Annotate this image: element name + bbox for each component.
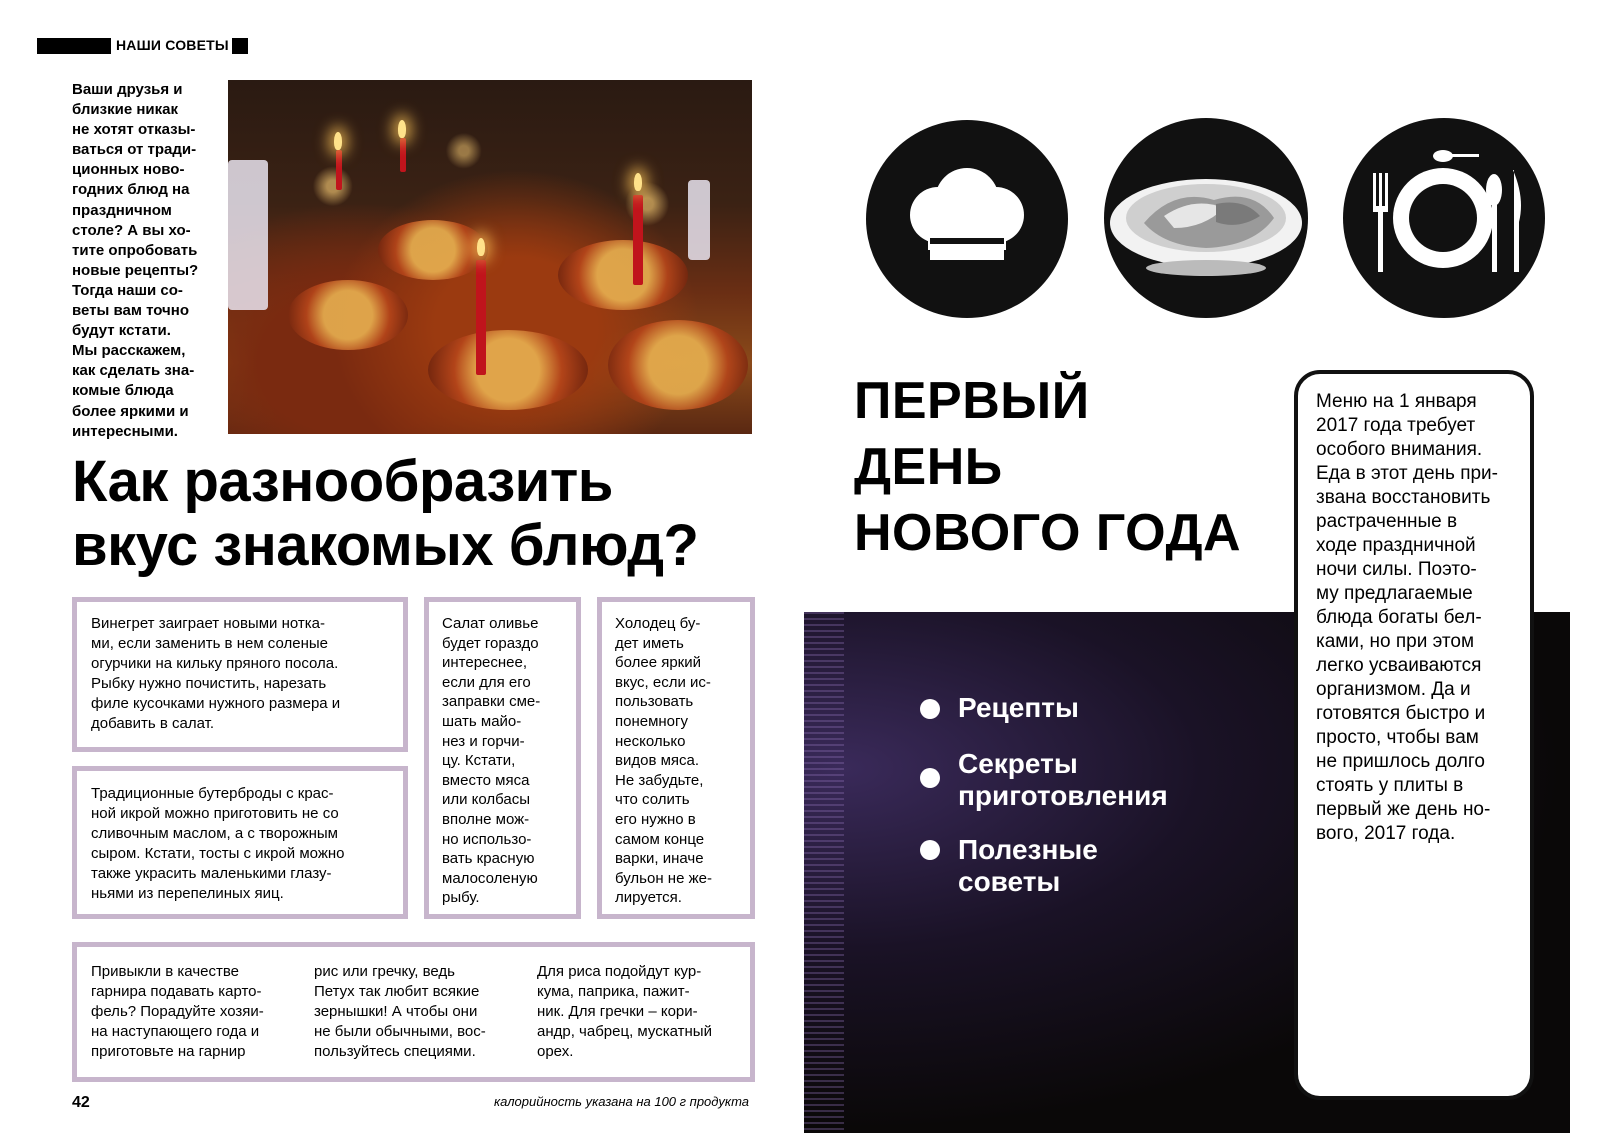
headline-line: Как разнообразить — [72, 449, 613, 514]
card-line: просто, чтобы вам — [1316, 727, 1479, 748]
tip-line: сливочным маслом, а с творожным — [91, 825, 338, 842]
card-line: растраченные в — [1316, 511, 1458, 532]
tip-line: или колбасы — [442, 791, 531, 809]
dish-icon — [1104, 118, 1308, 318]
article-headline — [72, 450, 698, 578]
card-line: организмом. Да и — [1316, 679, 1471, 700]
calorie-footnote: калорийность указана на 100 г продукта — [494, 1094, 750, 1109]
tip-line: Привыкли в качестве — [91, 963, 239, 980]
intro-line: будут кстати. — [72, 322, 171, 340]
tip-line: бульон не же- — [615, 869, 712, 887]
card-line: не пришлось долго — [1316, 751, 1485, 772]
tip-box-aspic — [597, 597, 755, 919]
dish — [428, 330, 588, 410]
tip-line: сыром. Кстати, тосты с икрой можно — [91, 845, 345, 862]
bullet-text — [958, 692, 1079, 724]
tip-text — [442, 614, 540, 908]
tip-line: но использо- — [442, 830, 532, 848]
title-line: ДЕНЬ — [854, 438, 1003, 496]
card-line: первый же день но- — [1316, 799, 1491, 820]
tip-line: Для риса подойдут кур- — [537, 963, 702, 980]
card-line: звана восстановить — [1316, 487, 1491, 508]
tip-line: будет гораздо — [442, 634, 539, 652]
candle-flame — [634, 173, 642, 191]
tip-box-olivier — [424, 597, 581, 919]
tip-line: также украсить маленькими глазу- — [91, 865, 332, 882]
headline-line: вкус знакомых блюд? — [72, 513, 699, 578]
bullet-recipes — [920, 692, 1079, 724]
candle — [400, 138, 406, 172]
card-line: 2017 года требует — [1316, 415, 1476, 436]
menu-info-text — [1316, 390, 1526, 846]
tip-line: добавить в салат. — [91, 715, 215, 732]
tip-line: интереснее, — [442, 654, 528, 672]
tip-line: Салат оливье — [442, 615, 539, 632]
bullet-useful-tips — [920, 834, 1098, 898]
tip-line: Не забудьте, — [615, 771, 704, 789]
title-line: НОВОГО ГОДА — [854, 504, 1242, 562]
dish — [288, 280, 408, 350]
tip-line: андр, чабрец, мускатный — [537, 1023, 712, 1040]
tip-line: малосоленую — [442, 869, 538, 887]
dish — [378, 220, 488, 280]
section-label: НАШИ СОВЕТЫ — [116, 37, 229, 53]
tip-text — [91, 614, 340, 734]
card-line: стоять у плиты в — [1316, 775, 1464, 796]
tip-line: заправки сме- — [442, 693, 541, 711]
intro-line: комые блюда — [72, 382, 174, 400]
tip-text — [615, 614, 712, 908]
intro-line: Мы расскажем, — [72, 342, 186, 360]
tip-line: Винегрет заиграет новыми нотка- — [91, 615, 325, 632]
bullet-line: советы — [958, 866, 1061, 897]
festive-table-photo — [228, 80, 752, 434]
tip-column-2 — [314, 962, 486, 1062]
tip-line: филе кусочками нужного размера и — [91, 695, 341, 712]
tip-line: видов мяса. — [615, 752, 700, 770]
bullet-dot — [920, 699, 940, 719]
intro-text — [72, 80, 222, 442]
card-line: вого, 2017 года. — [1316, 823, 1456, 844]
tip-line: гарнира подавать карто- — [91, 983, 262, 1000]
tip-box-vinegret — [72, 597, 408, 752]
napkin — [688, 180, 710, 260]
tip-line: более яркий — [615, 654, 701, 672]
intro-line: интересными. — [72, 422, 178, 440]
page-number: 42 — [72, 1094, 90, 1111]
tip-line: рыбу. — [442, 889, 480, 907]
intro-line: Тогда наши со- — [72, 281, 183, 299]
intro-line: не хотят отказы- — [72, 121, 196, 139]
tip-line: самом конце — [615, 830, 705, 848]
card-line: Еда в этот день при- — [1316, 463, 1498, 484]
tip-line: зернышки! А чтобы они — [314, 1003, 478, 1020]
tip-line: что солить — [615, 791, 690, 809]
bullet-line: приготовления — [958, 780, 1168, 811]
dish — [608, 320, 748, 410]
card-line: му предлагаемые — [1316, 583, 1473, 604]
card-line: Меню на 1 января — [1316, 391, 1477, 412]
tip-line: если для его — [442, 673, 531, 691]
section-title — [854, 368, 1241, 566]
bullet-dot — [920, 840, 940, 860]
intro-line: близкие никак — [72, 101, 178, 119]
tip-line: вкус, если ис- — [615, 673, 711, 691]
tip-box-sandwiches — [72, 766, 408, 919]
bullet-text — [958, 834, 1098, 898]
tip-line: огурчики на кильку пряного посола. — [91, 655, 339, 672]
tip-line: ной икрой можно приготовить не со — [91, 805, 339, 822]
candle-flame — [477, 238, 485, 256]
intro-line: ционных ново- — [72, 161, 185, 179]
tip-line: не были обычными, вос- — [314, 1023, 486, 1040]
intro-line: Ваши друзья и — [72, 81, 183, 98]
tip-line: ньями из перепелиных яиц. — [91, 885, 284, 902]
tip-text — [91, 784, 345, 904]
card-line: блюда богаты бел- — [1316, 607, 1482, 628]
tip-line: пользуйтесь специями. — [314, 1043, 476, 1060]
intro-line: праздничном — [72, 201, 172, 219]
tip-line: нез и горчи- — [442, 732, 525, 750]
bullet-dot — [920, 768, 940, 788]
tip-line: варки, иначе — [615, 850, 704, 868]
tip-column-3 — [537, 962, 712, 1062]
tip-line: вать красную — [442, 850, 535, 868]
tip-line: дет иметь — [615, 634, 684, 652]
intro-line: тите опробовать — [72, 241, 198, 259]
tip-line: пользовать — [615, 693, 694, 711]
tip-box-side-dish — [72, 942, 755, 1082]
candle — [633, 195, 643, 285]
candle-flame — [334, 132, 342, 150]
card-line: ками, но при этом — [1316, 631, 1475, 652]
tip-line: орех. — [537, 1043, 574, 1060]
panel-texture — [804, 612, 844, 1133]
title-line: ПЕРВЫЙ — [854, 372, 1090, 430]
candle-flame — [398, 120, 406, 138]
plate-cutlery-icon — [1343, 118, 1545, 318]
intro-line: столе? А вы хо- — [72, 221, 191, 239]
card-line: легко усваиваются — [1316, 655, 1482, 676]
section-marker-square — [232, 38, 248, 54]
intro-line: новые рецепты? — [72, 261, 199, 279]
tip-line: шать майо- — [442, 712, 522, 730]
tip-line: на наступающего года и — [91, 1023, 260, 1040]
card-line: готовятся быстро и — [1316, 703, 1486, 724]
tip-line: ми, если заменить в нем соленые — [91, 635, 328, 652]
tip-line: вместо мяса — [442, 771, 530, 789]
tip-line: рис или гречку, ведь — [314, 963, 455, 980]
card-line: ходе праздничной — [1316, 535, 1476, 556]
tip-column-1 — [91, 962, 264, 1062]
napkin — [228, 160, 268, 310]
tip-line: вполне мож- — [442, 810, 530, 828]
tip-line: его нужно в — [615, 810, 696, 828]
chef-hat-icon — [866, 120, 1068, 318]
intro-line: годних блюд на — [72, 181, 190, 199]
card-line: особого внимания. — [1316, 439, 1483, 460]
candle — [476, 260, 486, 375]
section-marker-bar — [37, 38, 111, 54]
bullet-text — [958, 748, 1168, 812]
bullet-line: Рецепты — [958, 692, 1079, 723]
bullet-line: Секреты — [958, 748, 1078, 779]
tip-line: несколько — [615, 732, 686, 750]
intro-line: как сделать зна- — [72, 362, 195, 380]
tip-line: Традиционные бутерброды с крас- — [91, 785, 334, 802]
tip-line: Рыбку нужно почистить, нарезать — [91, 675, 327, 692]
intro-line: ваться от тради- — [72, 141, 197, 159]
tip-line: приготовьте на гарнир — [91, 1043, 246, 1060]
card-line: ночи силы. Поэто- — [1316, 559, 1477, 580]
tip-line: кума, паприка, пажит- — [537, 983, 690, 1000]
intro-line: веты вам точно — [72, 302, 189, 320]
tip-line: цу. Кстати, — [442, 752, 516, 770]
intro-line: более яркими и — [72, 402, 189, 420]
tip-line: Петух так любит всякие — [314, 983, 480, 1000]
tip-line: Холодец бу- — [615, 615, 701, 632]
tip-line: фель? Порадуйте хозяи- — [91, 1003, 264, 1020]
tip-line: понемногу — [615, 712, 689, 730]
bullet-line: Полезные — [958, 834, 1098, 865]
tip-line: лируется. — [615, 889, 682, 907]
bullet-cooking-secrets — [920, 748, 1168, 812]
dish — [558, 240, 688, 310]
candle — [336, 150, 342, 190]
tip-line: ник. Для гречки – кори- — [537, 1003, 698, 1020]
